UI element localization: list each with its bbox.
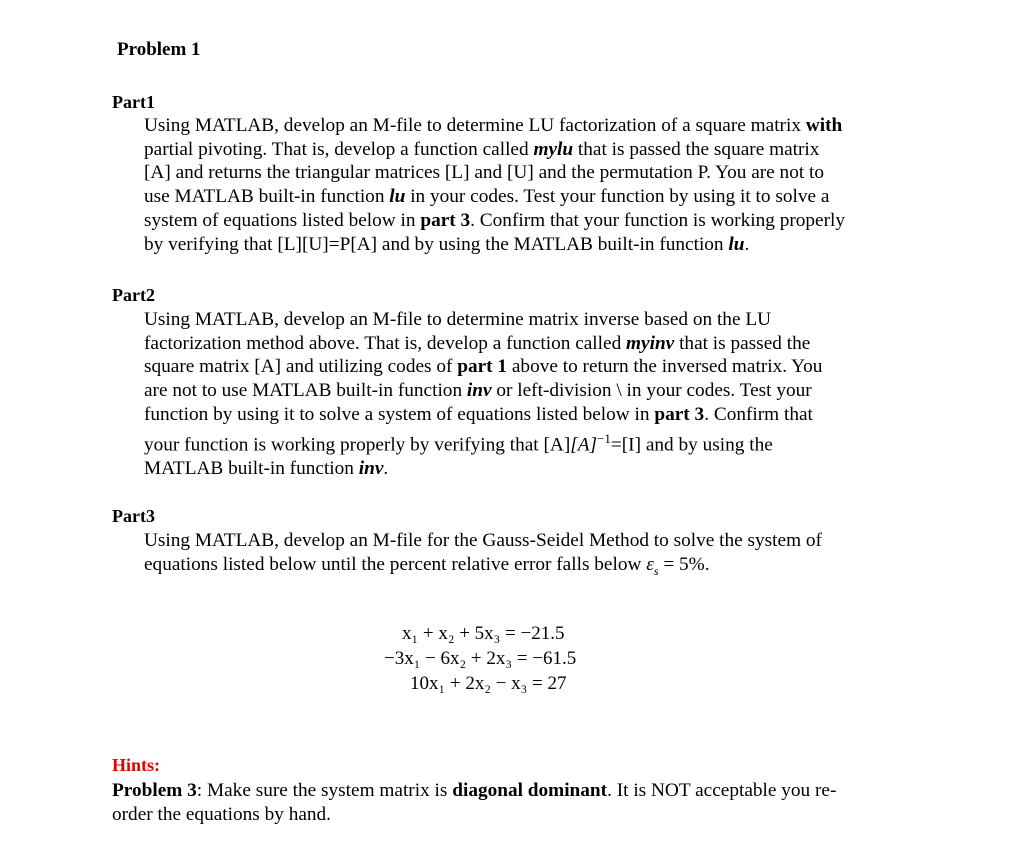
part2-line-1: Using MATLAB, develop an M-file to determine matrix inverse based on the LU [144,309,772,330]
part1-paragraph [144,114,845,256]
hints-line-2: order the equations by hand. [112,803,331,825]
hints-line-1: Problem 3: Make sure the system matrix is diagonal dominant. It is NOT acceptable you re- [112,780,837,801]
part3-line-1: Using MATLAB, develop an M-file for the Gauss-Seidel Method to solve the system of [144,530,822,551]
part1-line-1: Using MATLAB, develop an M-file to determine LU factorization of a square matrix with [144,115,843,136]
part2-heading: Part2 [112,285,155,305]
part2-paragraph [144,308,822,480]
part2-line-3: square matrix [A] and utilizing codes of part 1 above to return the inversed matrix. You [144,356,823,378]
equation-2: −3x₁ − 6x₂ + 2x₃ = −61.5 [384,648,577,669]
part2-line-5: function by using it to solve a system of equations listed below in part 3. Confirm that [144,403,813,425]
part2-line-7: MATLAB built-in function inv. [144,457,389,479]
part1-line-5: system of equations listed below in part 3. Confirm that your function is working properly [144,209,846,231]
hints-label: Hints: [112,755,161,775]
part2-line-4: are not to use MATLAB built-in function inv or left-division \ in your codes. Test your [144,380,812,402]
problem-title: Problem 1 [117,39,201,60]
part1-line-6: by verifying that [L][U]=P[A] and by using the MATLAB built-in function lu. [144,233,750,255]
part3-heading: Part3 [112,506,155,526]
part1-heading: Part1 [112,92,155,112]
equation-3: 10x₁ + 2x₂ − x₃ = 27 [410,673,567,694]
part2-line-6: your function is working properly by verifying that $[A][A]^{-1}=[I]$ and by using the [144,430,773,455]
part3-line-2: equations listed below until the percent relative error falls below $\varepsilon_s = 5\%$. [144,553,710,578]
part1-line-4: use MATLAB built-in function lu in your codes. Test your function by using it to solve a [144,186,830,208]
hints-paragraph [112,779,836,826]
equation-1: x₁ + x₂ + 5x₃ = −21.5 [402,623,565,644]
part3-paragraph [144,529,822,583]
part1-line-3: [A] and returns the triangular matrices [L] and [U] and the permutation P. You are not to [144,162,825,184]
part2-line-2: factorization method above. That is, develop a function called myinv that is passed the [144,332,811,354]
part1-line-2: partial pivoting. That is, develop a function called mylu that is passed the square matrix [144,138,820,160]
